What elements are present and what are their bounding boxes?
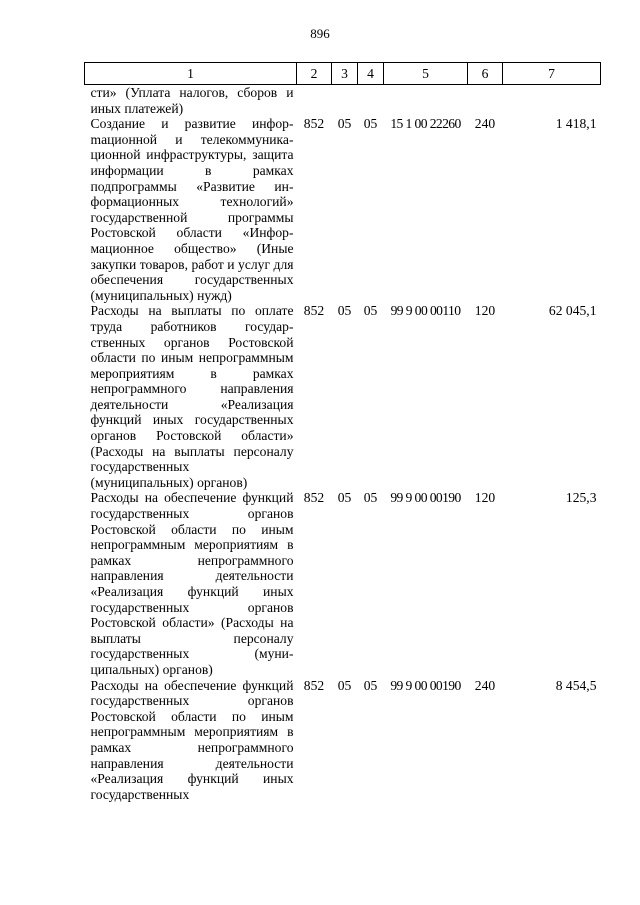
target-article-code: 99 9 00 00190 (390, 490, 461, 506)
amount: 8 454,5 (555, 677, 597, 693)
row-description: Создание и развитие инфорmационной и телекоммуникационной инфраструктуры, защита информации в рамках подпрограммы «Развитие информационных технологий» государственной программы Ростовской области «Информационное общество» (Иные закупки товаров, работ и услуг для обеспечения государственных (муниципальных) нужд) (90, 116, 294, 303)
section-code: 05 (337, 490, 352, 506)
expense-type-code (468, 85, 503, 117)
ministry-code (297, 85, 332, 117)
section-code: 05 (337, 677, 352, 693)
target-article-code (384, 85, 468, 117)
target-article-code: 15 1 00 22260 (390, 116, 461, 132)
table-row (85, 116, 601, 303)
subsection-code: 05 (363, 677, 378, 693)
row-description: сти» (Уплата налогов, сборов и иных платежей) (90, 85, 294, 116)
ministry-code: 852 (303, 303, 325, 319)
amount: 62 045,1 (548, 303, 597, 319)
col-header-5: 5 (384, 63, 468, 85)
subsection-code: 05 (363, 303, 378, 319)
target-article-code: 99 9 00 00110 (390, 303, 461, 319)
ministry-code: 852 (303, 490, 325, 506)
col-header-6: 6 (468, 63, 503, 85)
col-header-1: 1 (85, 63, 297, 85)
section-code: 05 (337, 303, 352, 319)
amount: 125,3 (565, 490, 597, 506)
column-number-header (85, 63, 601, 85)
col-header-3: 3 (332, 63, 358, 85)
page-number: 896 (310, 26, 330, 41)
row-description: Расходы на обеспечение функций государственных органов Ростовской области по иным непрограммным мероприятиям в рамках непрограммного направления деятельности «Реализация функций иных государственных (90, 677, 294, 802)
table-row (85, 85, 601, 117)
expense-type-code: 120 (474, 490, 496, 506)
table-row (85, 678, 601, 803)
col-header-7: 7 (503, 63, 601, 85)
target-article-code: 99 9 00 00190 (390, 677, 461, 693)
expense-type-code: 240 (474, 116, 496, 132)
subsection-code: 05 (363, 490, 378, 506)
expense-type-code: 240 (474, 677, 496, 693)
amount: 1 418,1 (555, 116, 597, 132)
subsection-code (358, 85, 384, 117)
col-header-2: 2 (297, 63, 332, 85)
table-row (85, 490, 601, 677)
table-row (85, 303, 601, 490)
amount (503, 85, 601, 117)
row-description: Расходы на обеспечение функций государственных органов Ростовской области по иным непрограммным мероприятиям в рамках непрограммного направления деятельности «Реализация функций иных государственных органов Ростовской области» (Расходы на выплаты персоналу государственных (муниципальных) органов) (90, 490, 294, 677)
col-header-4: 4 (358, 63, 384, 85)
subsection-code: 05 (363, 116, 378, 132)
expense-type-code: 120 (474, 303, 496, 319)
section-code (332, 85, 358, 117)
budget-table (84, 62, 601, 802)
section-code: 05 (337, 116, 352, 132)
ministry-code: 852 (303, 677, 325, 693)
row-description: Расходы на выплаты по оплате труда работников государственных органов Ростовской области по иным непрограммным мероприятиям в рамках непрограммного направления деятельности «Реализация функций иных государственных органов Ростовской области» (Расходы на выплаты персоналу государственных (муниципальных) органов) (90, 303, 294, 490)
ministry-code: 852 (303, 116, 325, 132)
